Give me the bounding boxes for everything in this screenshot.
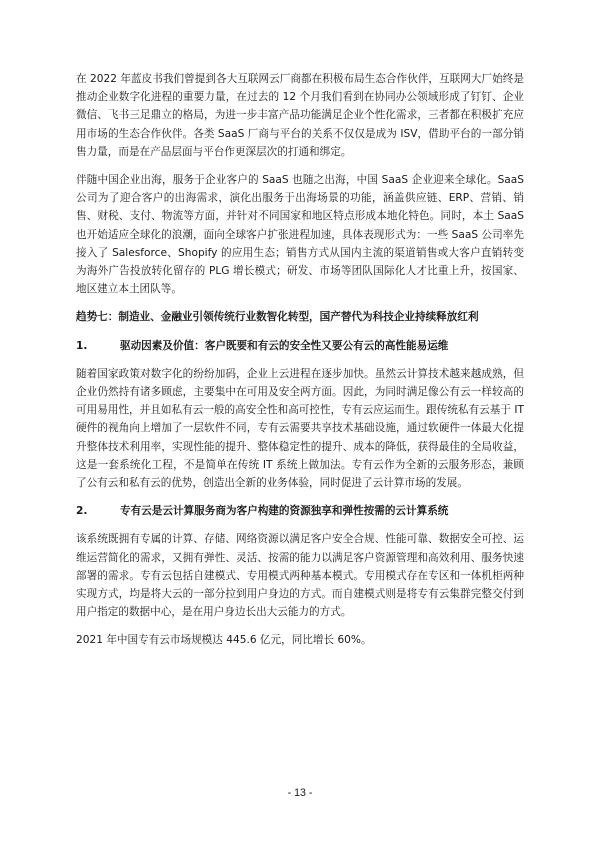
paragraph-globalization: 伴随中国企业出海，服务于企业客户的 SaaS 也随之出海，中国 SaaS 企业迎来全球化。SaaS 公司为了迎合客户的出海需求，演化出服务于出海场景的功能，涵盖供应链、ERP、营销、销售、财税、支付、物流等方面，并针对不同国家和地区特点形成本地化特色。同时，本土 SaaS 也开始适应全球化的浪潮，面向全球客户扩张进程加速，具体表现形式为：一些 SaaS 公司率先接入了 Salesforce、Shopify 的应用生态；销售方式从国内主流的渠道销售或大客户直销转变为海外广告投放转化留存的 PLG 增长模式；研发、市场等团队国际化人才比重上升，按国家、地区建立本土团队等。 <box>76 174 524 296</box>
paragraph-private-cloud: 随着国家政策对数字化的纷纷加码，企业上云进程在逐步加快。虽然云计算技术越来越成熟，但企业仍然持有诸多顾虑，主要集中在可用及安全两方面。因此，为同时满足像公有云一样较高的可用易用性，并且如私有云一般的高安全性和高可控性，专有云应运而生。跟传统私有云基于 IT 硬件的视角向上增加了一层软件不同，专有云需要共享技术基础设施，通过软硬件一体最大化提升整体技术利用率，实现性能的提升、整体稳定性的提升、成本的降低，获得最佳的全局收益，这是一套系统化工程，不是简单在传统 IT 系统上做加法。专有云作为全新的云服务形态，兼顾了公有云和私有云的优势，创造出全新的业务体验，同时促进了云计算市场的发展。 <box>76 367 524 490</box>
section-title: 专有云是云计算服务商为客户构建的资源独享和弹性按需的云计算系统 <box>120 505 449 518</box>
section-heading-2 <box>76 502 524 520</box>
section-heading-1 <box>76 337 524 355</box>
section-number: 1. <box>76 339 88 352</box>
paragraph-market-size: 2021 年中国专有云市场规模达 445.6 亿元，同比增长 60%。 <box>76 634 372 647</box>
trend-heading: 趋势七：制造业、金融业引领传统行业数智化转型，国产替代为科技企业持续释放红利 <box>76 311 479 324</box>
paragraph-system: 该系统既拥有专属的计算、存储、网络资源以满足客户安全合规、性能可靠、数据安全可控、运维运营简化的需求，又拥有弹性、灵活、按需的能力以满足客户资源管理和高效利用、服务快速部署的需求。专有云包括自建模式、专用模式两种基本模式。专用模式存在专区和一体机柜两种实现方式，均是将大云的一部分拉到用户身边的方式。而自建模式则是将专有云集群完整交付到用户指定的数据中心，是在用户身边长出大云能力的方式。 <box>76 533 524 619</box>
section-title: 驱动因素及价值：客户既要和有云的安全性又要公有云的高性能易运维 <box>120 339 449 352</box>
paragraph-ecosystem: 在 2022 年蓝皮书我们曾提到各大互联网云厂商都在积极布局生态合作伙伴，互联网大厂始终是推动企业数字化进程的重要力量，在过去的 12 个月我们看到在协同办公领域形成了钉钉、企业微信、飞书三足鼎立的格局，为进一步丰富产品功能满足企业个性化需求，三者都在积极扩充应用市场的生态合作伙伴。各类 SaaS 厂商与平台的关系不仅仅是成为 ISV，借助平台的一部分销售力量，而是在产品层面与平台作更深层次的打通和绑定。 <box>76 73 524 158</box>
page-content <box>76 70 524 650</box>
page-number: - 13 - <box>287 787 313 799</box>
section-number: 2. <box>76 505 88 518</box>
